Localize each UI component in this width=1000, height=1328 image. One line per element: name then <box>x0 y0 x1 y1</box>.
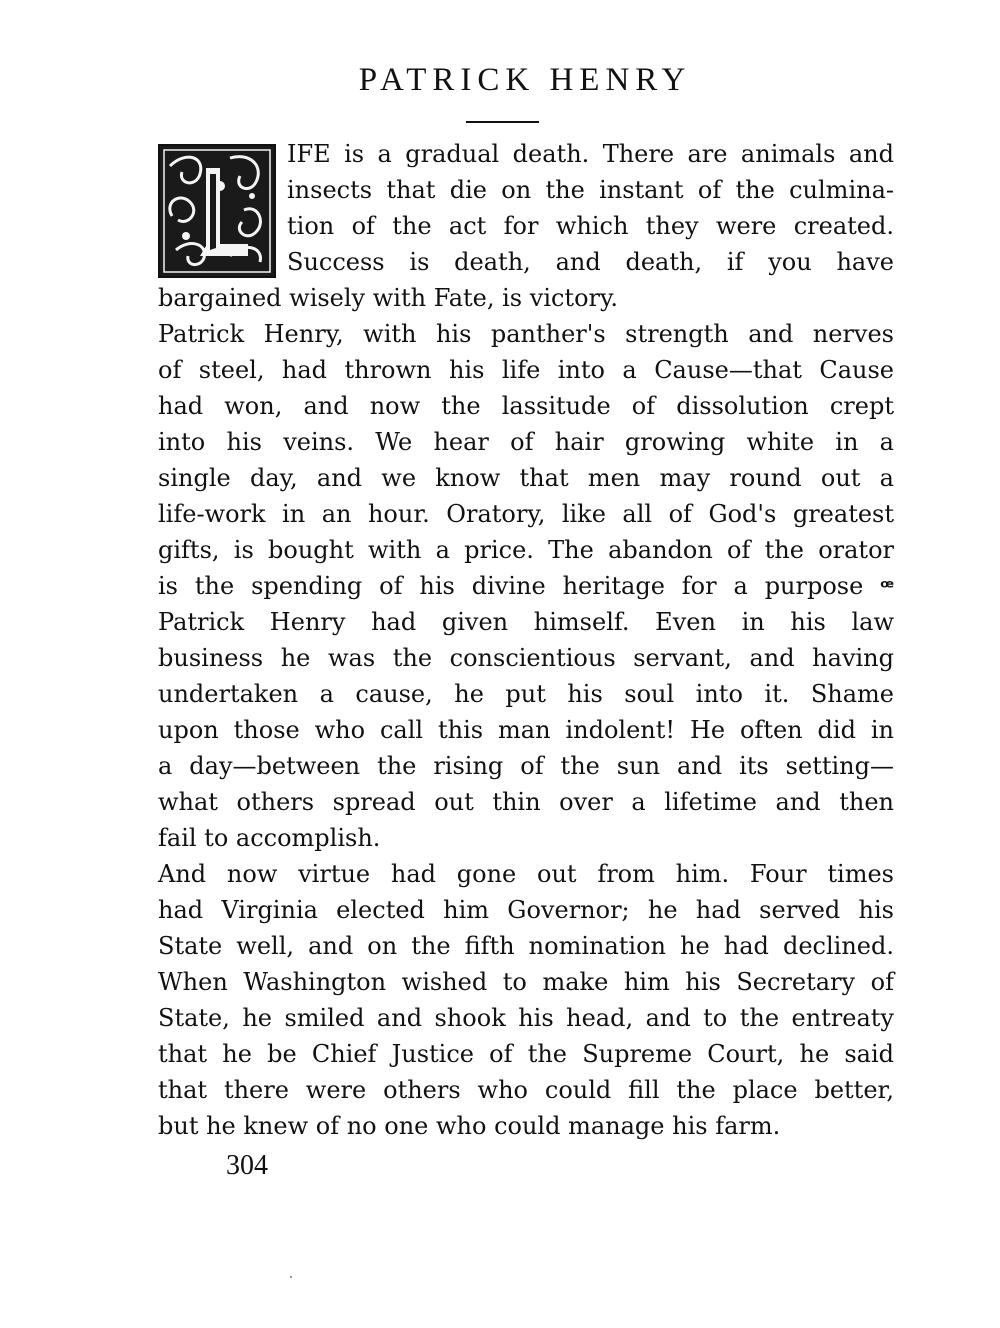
text-line: gifts, is bought with a price. The abandon of the orator <box>158 536 894 564</box>
text-line: When Washington wished to make him his Secretary of <box>158 968 894 996</box>
paragraph-mark-icon: ꟹ <box>880 575 895 599</box>
text-line: business he was the conscientious servant, and having <box>158 644 894 672</box>
paragraph-3 <box>158 856 894 1144</box>
paper-speck <box>290 1276 292 1278</box>
text-line: bargained wisely with Fate, is victory. <box>158 284 618 312</box>
text-line: tion of the act for which they were created. <box>287 212 894 240</box>
text-line: And now virtue had gone out from him. Four times <box>158 860 894 888</box>
page-number: 304 <box>226 1150 268 1181</box>
text-line: Patrick Henry, with his panther's strength and nerves <box>158 320 894 348</box>
page-text <box>158 136 894 1144</box>
text-line: is the spending of his divine heritage for a purpose <box>158 572 864 600</box>
text-line: a day—between the rising of the sun and its setting— <box>158 752 894 780</box>
text-line: fail to accomplish. <box>158 824 381 852</box>
text-line: Patrick Henry had given himself. Even in his law <box>158 608 894 636</box>
text-line: single day, and we know that men may round out a <box>158 464 894 492</box>
running-head-title: PATRICK HENRY <box>358 62 692 98</box>
ornamental-initial-icon <box>160 146 274 276</box>
header-rule <box>466 121 539 123</box>
text-line: Success is death, and death, if you have <box>287 248 894 276</box>
text-line: State, he smiled and shook his head, and to the entreaty <box>158 1004 894 1032</box>
text-line: had won, and now the lassitude of dissolution crept <box>158 392 894 420</box>
text-line: IFE is a gradual death. There are animals and <box>287 140 894 168</box>
text-line: State well, and on the fifth nomination he had declined. <box>158 932 894 960</box>
text-line: into his veins. We hear of hair growing white in a <box>158 428 894 456</box>
paragraph-2 <box>158 316 894 856</box>
text-line: what others spread out thin over a lifetime and then <box>158 788 894 816</box>
ornamental-initial <box>158 144 276 278</box>
text-line: upon those who call this man indolent! He often did in <box>158 716 894 744</box>
initial-letter: L <box>213 254 214 255</box>
text-line: insects that die on the instant of the culmina- <box>287 176 894 204</box>
text-line: that he be Chief Justice of the Supreme Court, he said <box>158 1040 894 1068</box>
text-line: that there were others who could fill the place better, <box>158 1076 894 1104</box>
text-line: undertaken a cause, he put his soul into it. Shame <box>158 680 894 708</box>
text-line: but he knew of no one who could manage his farm. <box>158 1112 781 1140</box>
text-line: had Virginia elected him Governor; he had served his <box>158 896 894 924</box>
text-line-with-mark <box>158 568 894 604</box>
text-line: of steel, had thrown his life into a Cause—that Cause <box>158 356 894 384</box>
text-line: life-work in an hour. Oratory, like all of God's greatest <box>158 500 894 528</box>
